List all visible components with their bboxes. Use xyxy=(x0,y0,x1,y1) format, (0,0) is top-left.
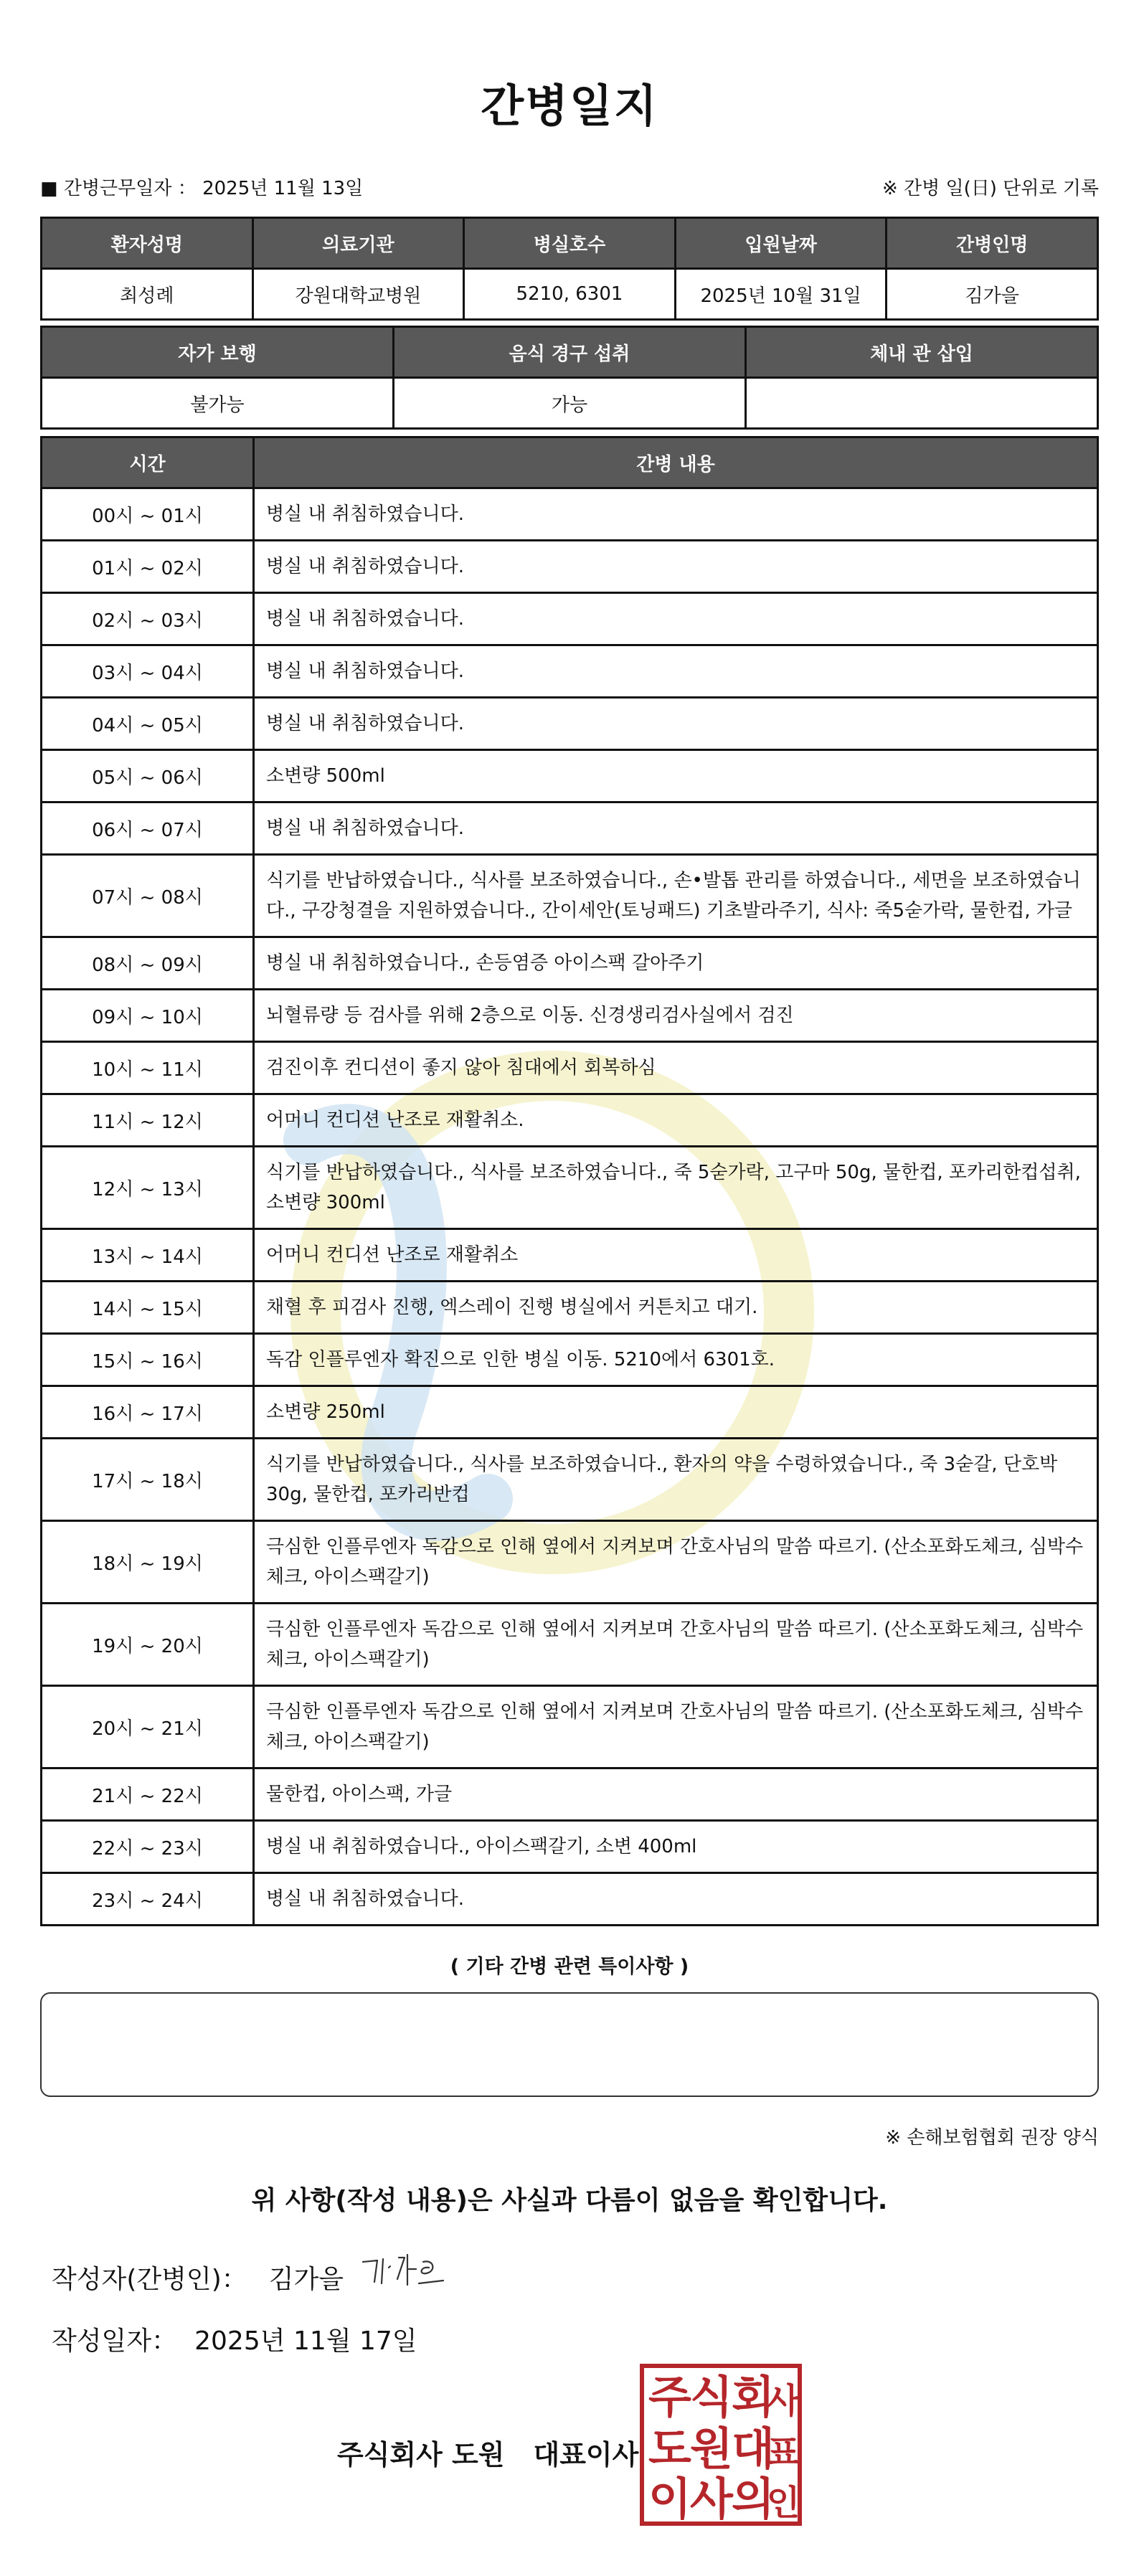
log-row xyxy=(42,1873,1098,1926)
log-time: 04시 ~ 05시 xyxy=(42,698,254,750)
log-content: 식기를 반납하였습니다., 식사를 보조하였습니다., 죽 5숟가락, 고구마 50g, 물한컵, 포카리한컵섭취, 소변량 300ml xyxy=(254,1147,1098,1229)
log-time: 01시 ~ 02시 xyxy=(42,541,254,593)
log-content: 병실 내 취침하였습니다. xyxy=(254,488,1098,541)
log-row xyxy=(42,802,1098,855)
log-time: 09시 ~ 10시 xyxy=(42,990,254,1042)
log-time: 08시 ~ 09시 xyxy=(42,937,254,990)
log-row xyxy=(42,1282,1098,1334)
log-row xyxy=(42,1821,1098,1873)
log-time: 00시 ~ 01시 xyxy=(42,488,254,541)
log-content: 식기를 반납하였습니다., 식사를 보조하였습니다., 손•발톱 관리를 하였습니다., 세면을 보조하였습니다., 구강청결을 지원하였습니다., 간이세안(토닝패드) 기초발라주기, 식사: 죽5숟가락, 물한컵, 가글 xyxy=(254,855,1098,937)
log-row xyxy=(42,1521,1098,1604)
log-time: 20시 ~ 21시 xyxy=(42,1686,254,1768)
admission-date: 2025년 10월 31일 xyxy=(675,269,887,320)
log-content: 병실 내 취침하였습니다. xyxy=(254,698,1098,750)
log-time: 12시 ~ 13시 xyxy=(42,1147,254,1229)
log-header-row xyxy=(42,437,1098,488)
unit-note: ※ 간병 일(日) 단위로 기록 xyxy=(882,178,1099,199)
log-content: 독감 인플루엔자 확진으로 인한 병실 이동. 5210에서 6301호. xyxy=(254,1334,1098,1386)
log-row xyxy=(42,1042,1098,1094)
log-time: 13시 ~ 14시 xyxy=(42,1229,254,1282)
work-date-label: ■ 간병근무일자 ： xyxy=(40,178,197,199)
svg-text:인: 인 xyxy=(766,2483,800,2523)
log-content: 극심한 인플루엔자 독감으로 인해 옆에서 지켜보며 간호사님의 말씀 따르기. (산소포화도체크, 심박수체크, 아이스팩갈기) xyxy=(254,1686,1098,1768)
form-source-note: ※ 손해보험협회 권장 양식 xyxy=(885,2127,1099,2149)
header-tube-insertion: 체내 관 삽입 xyxy=(746,327,1098,378)
log-time: 14시 ~ 15시 xyxy=(42,1282,254,1334)
log-row xyxy=(42,1686,1098,1768)
care-log-table xyxy=(40,436,1099,1926)
writer-name: 김가을 xyxy=(268,2265,344,2294)
log-content: 소변량 500ml xyxy=(254,750,1098,802)
patient-name: 최성례 xyxy=(42,269,253,320)
log-content: 병실 내 취침하였습니다. xyxy=(254,645,1098,698)
log-row xyxy=(42,937,1098,990)
header-oral-intake: 음식 경구 섭취 xyxy=(394,327,746,378)
log-time: 11시 ~ 12시 xyxy=(42,1094,254,1147)
log-row xyxy=(42,750,1098,802)
header-walking: 자가 보행 xyxy=(42,327,394,378)
company-name: 주식회사 도원 xyxy=(337,2439,505,2471)
room-number: 5210, 6301 xyxy=(464,269,676,320)
svg-text:주: 주 xyxy=(648,2371,691,2423)
log-content: 병실 내 취침하였습니다. xyxy=(254,802,1098,855)
header-time: 시간 xyxy=(42,437,254,488)
confirmation-statement: 위 사항(작성 내용)은 사실과 다름이 없음을 확인합니다. xyxy=(251,2186,888,2215)
log-time: 22시 ~ 23시 xyxy=(42,1821,254,1873)
log-content: 검진이후 컨디션이 좋지 않아 침대에서 회복하심 xyxy=(254,1042,1098,1094)
patient-status-table xyxy=(40,326,1099,430)
log-row xyxy=(42,541,1098,593)
log-time: 15시 ~ 16시 xyxy=(42,1334,254,1386)
log-content: 물한컵, 아이스팩, 가글 xyxy=(254,1768,1098,1821)
log-time: 21시 ~ 22시 xyxy=(42,1768,254,1821)
log-row xyxy=(42,593,1098,645)
log-time: 06시 ~ 07시 xyxy=(42,802,254,855)
log-row xyxy=(42,1386,1098,1439)
status-value-row xyxy=(42,378,1098,429)
log-content: 병실 내 취침하였습니다., 손등염증 아이스팩 갈아주기 xyxy=(254,937,1098,990)
log-time: 07시 ~ 08시 xyxy=(42,855,254,937)
company-line xyxy=(337,2433,638,2472)
status-header-row xyxy=(42,327,1098,378)
log-row xyxy=(42,488,1098,541)
log-time: 23시 ~ 24시 xyxy=(42,1873,254,1926)
log-content: 병실 내 취침하였습니다., 아이스팩갈기, 소변 400ml xyxy=(254,1821,1098,1873)
log-content: 병실 내 취침하였습니다. xyxy=(254,1873,1098,1926)
patient-info-table xyxy=(40,217,1099,321)
special-notes-title: ( 기타 간병 관련 특이사항 ) xyxy=(450,1956,689,1978)
log-time: 16시 ~ 17시 xyxy=(42,1386,254,1439)
header-room-number: 병실호수 xyxy=(464,218,676,269)
log-row xyxy=(42,698,1098,750)
hospital-name: 강원대학교병원 xyxy=(252,269,464,320)
log-time: 10시 ~ 11시 xyxy=(42,1042,254,1094)
svg-text:회: 회 xyxy=(732,2371,775,2423)
ceo-title: 대표이사 xyxy=(533,2439,639,2471)
log-row xyxy=(42,1229,1098,1282)
log-content: 어머니 컨디션 난조로 재활취소 xyxy=(254,1229,1098,1282)
log-content: 병실 내 취침하였습니다. xyxy=(254,541,1098,593)
header-patient-name: 환자성명 xyxy=(42,218,253,269)
svg-text:도: 도 xyxy=(648,2423,691,2475)
log-row xyxy=(42,1147,1098,1229)
company-seal xyxy=(640,2364,802,2526)
writer-line xyxy=(52,2259,344,2296)
log-content: 식기를 반납하였습니다., 식사를 보조하였습니다., 환자의 약을 수령하였습니다., 죽 3숟갈, 단호박 30g, 물한컵, 포카리반컵 xyxy=(254,1439,1098,1521)
svg-text:식: 식 xyxy=(690,2371,733,2423)
log-time: 03시 ~ 04시 xyxy=(42,645,254,698)
handwritten-signature xyxy=(357,2246,450,2296)
log-row xyxy=(42,1604,1098,1686)
header-care-content: 간병 내용 xyxy=(254,437,1098,488)
svg-text:대: 대 xyxy=(732,2423,775,2475)
log-row xyxy=(42,1094,1098,1147)
log-time: 05시 ~ 06시 xyxy=(42,750,254,802)
special-notes-box xyxy=(40,1992,1099,2097)
document-title: 간병일지 xyxy=(481,80,658,132)
svg-text:이: 이 xyxy=(648,2473,691,2525)
info-header-row xyxy=(42,218,1098,269)
svg-text:의: 의 xyxy=(732,2473,775,2525)
meta-row xyxy=(40,174,1099,202)
work-date-value: 2025년 11월 13일 xyxy=(202,178,364,199)
header-hospital: 의료기관 xyxy=(252,218,464,269)
tube-insertion-status xyxy=(746,378,1098,429)
work-date xyxy=(40,174,363,200)
log-content: 소변량 250ml xyxy=(254,1386,1098,1439)
written-date-line xyxy=(52,2321,417,2357)
log-content: 병실 내 취침하였습니다. xyxy=(254,593,1098,645)
header-caregiver-name: 간병인명 xyxy=(887,218,1098,269)
svg-text:표: 표 xyxy=(766,2433,800,2473)
caregiver-name: 김가을 xyxy=(887,269,1098,320)
log-row xyxy=(42,1439,1098,1521)
walking-status: 불가능 xyxy=(42,378,394,429)
svg-text:사: 사 xyxy=(690,2473,733,2525)
svg-text:사: 사 xyxy=(766,2381,800,2421)
log-row xyxy=(42,645,1098,698)
log-content: 어머니 컨디션 난조로 재활취소. xyxy=(254,1094,1098,1147)
log-row xyxy=(42,1768,1098,1821)
log-time: 02시 ~ 03시 xyxy=(42,593,254,645)
log-row xyxy=(42,990,1098,1042)
written-date-label: 작성일자： xyxy=(52,2326,178,2356)
oral-intake-status: 가능 xyxy=(394,378,746,429)
log-time: 17시 ~ 18시 xyxy=(42,1439,254,1521)
written-date-value: 2025년 11월 17일 xyxy=(194,2326,417,2356)
log-content: 뇌혈류량 등 검사를 위해 2층으로 이동. 신경생리검사실에서 검진 xyxy=(254,990,1098,1042)
info-value-row xyxy=(42,269,1098,320)
header-admission-date: 입원날짜 xyxy=(675,218,887,269)
log-time: 19시 ~ 20시 xyxy=(42,1604,254,1686)
log-row xyxy=(42,855,1098,937)
log-content: 극심한 인플루엔자 독감으로 인해 옆에서 지켜보며 간호사님의 말씀 따르기. (산소포화도체크, 심박수체크, 아이스팩갈기) xyxy=(254,1604,1098,1686)
log-content: 채혈 후 피검사 진행, 엑스레이 진행 병실에서 커튼치고 대기. xyxy=(254,1282,1098,1334)
log-time: 18시 ~ 19시 xyxy=(42,1521,254,1604)
log-content: 극심한 인플루엔자 독감으로 인해 옆에서 지켜보며 간호사님의 말씀 따르기. (산소포화도체크, 심박수체크, 아이스팩갈기) xyxy=(254,1521,1098,1604)
writer-label: 작성자(간병인)： xyxy=(52,2265,247,2294)
svg-text:원: 원 xyxy=(690,2423,733,2475)
log-row xyxy=(42,1334,1098,1386)
